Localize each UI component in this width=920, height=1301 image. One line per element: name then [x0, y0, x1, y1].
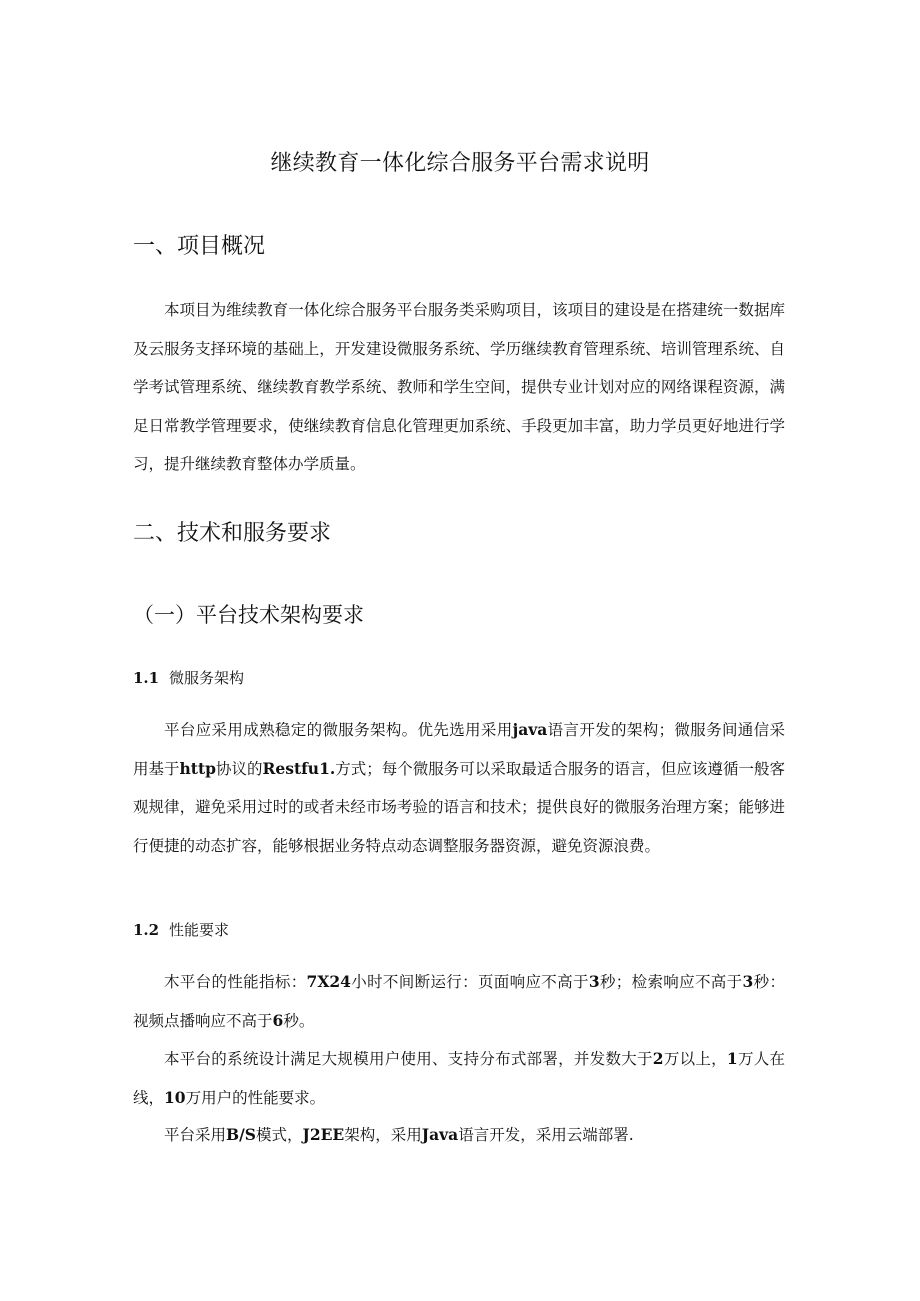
text-run: 秒；检索响应不高于: [599, 973, 743, 991]
text-run: 语言开发的架构；微服务间通信采用基于: [133, 721, 785, 778]
text-run: 秒。: [283, 1011, 315, 1030]
text-run: 万人在线，: [133, 1050, 785, 1107]
subsection1-heading: （一）平台技术架构要求: [133, 603, 364, 627]
item-1-2-paragraph-3: [133, 1116, 785, 1155]
item-1-2-label: 性能要求: [169, 921, 230, 939]
bold-run: 2: [652, 1049, 664, 1068]
section2-heading: 二、技术和服务要求: [133, 521, 332, 546]
bold-run: J2EE: [302, 1125, 345, 1144]
text-run: 本平台的系统设计满足大规模用户使用、支持分布式部署，并发数大于: [164, 1050, 653, 1068]
item-1-1-paragraph: [133, 711, 785, 865]
item-1-2-paragraph-2: [133, 1040, 785, 1117]
text-run: 小时不间断运行：页面响应不高于: [350, 973, 589, 991]
text-run: 平台应采用成熟稳定的微服务架构。优先选用采用: [164, 721, 513, 739]
bold-run: 3: [742, 972, 754, 991]
bold-run: 1: [726, 1049, 738, 1068]
item-1-2-paragraph-1: [133, 963, 785, 1040]
text-run: 架构，采用: [344, 1126, 422, 1144]
item-1-1-label: 微服务架构: [169, 669, 245, 687]
text-run: 方式；每个微服务可以采取最适合服务的语言，但应该遵循一般客观规律，避免采用过时的或者未经市场考验的语言和技术；提供良好的微服务治理方案；能够进行便捷的动态扩容，能够根据业务特点动态调整服务器资源，避免资源浪费。: [133, 759, 785, 855]
text-run: 秒：视频点播响应不高于: [133, 973, 785, 1030]
item-1-2-number: 1.2: [133, 921, 160, 939]
text-run: 万以上，: [663, 1050, 727, 1068]
bold-run: Restfu1.: [262, 758, 336, 778]
item-1-1-number: 1.1: [133, 669, 160, 687]
document-title: 继续教育一体化综合服务平台需求说明: [270, 151, 650, 176]
text-run: 万用户的性能要求。: [185, 1088, 326, 1107]
bold-run: 7X24: [306, 972, 351, 991]
item-1-1-heading: [133, 667, 244, 689]
bold-run: 3: [588, 972, 600, 991]
section1-paragraph: 本项目为维续教育一体化综合服务平台服务类采购项目，该项目的建设是在搭建统一数据库及云服务支择环境的基础上，开发建设微服务系统、学历继续教育管理系统、培训管理系统、自学考试管理系统、继续教育教学系统、教师和学生空间，提供专业计划对应的网络课程资源，满足日常教学管理要求，使继续教育信息化管理更加系统、手段更加丰富，助力学员更好地进行学习，提升继续教育整体办学质量。: [133, 301, 785, 473]
text-run: 模式，: [255, 1126, 303, 1144]
section1-heading: 一、项目概况: [133, 234, 266, 259]
text-run: 协议的: [215, 759, 263, 778]
item-1-2-heading: [133, 919, 229, 941]
bold-run: java: [512, 720, 548, 739]
bold-run: 10: [164, 1087, 186, 1107]
text-run: 语言开发，采用云端部署.: [458, 1126, 634, 1144]
bold-run: http: [179, 758, 216, 778]
text-run: 木平台的性能指标：: [164, 973, 307, 991]
bold-run: B/S: [226, 1125, 256, 1144]
bold-run: 6: [272, 1010, 284, 1030]
text-run: 平台采用: [164, 1126, 227, 1144]
bold-run: Java: [421, 1125, 459, 1144]
